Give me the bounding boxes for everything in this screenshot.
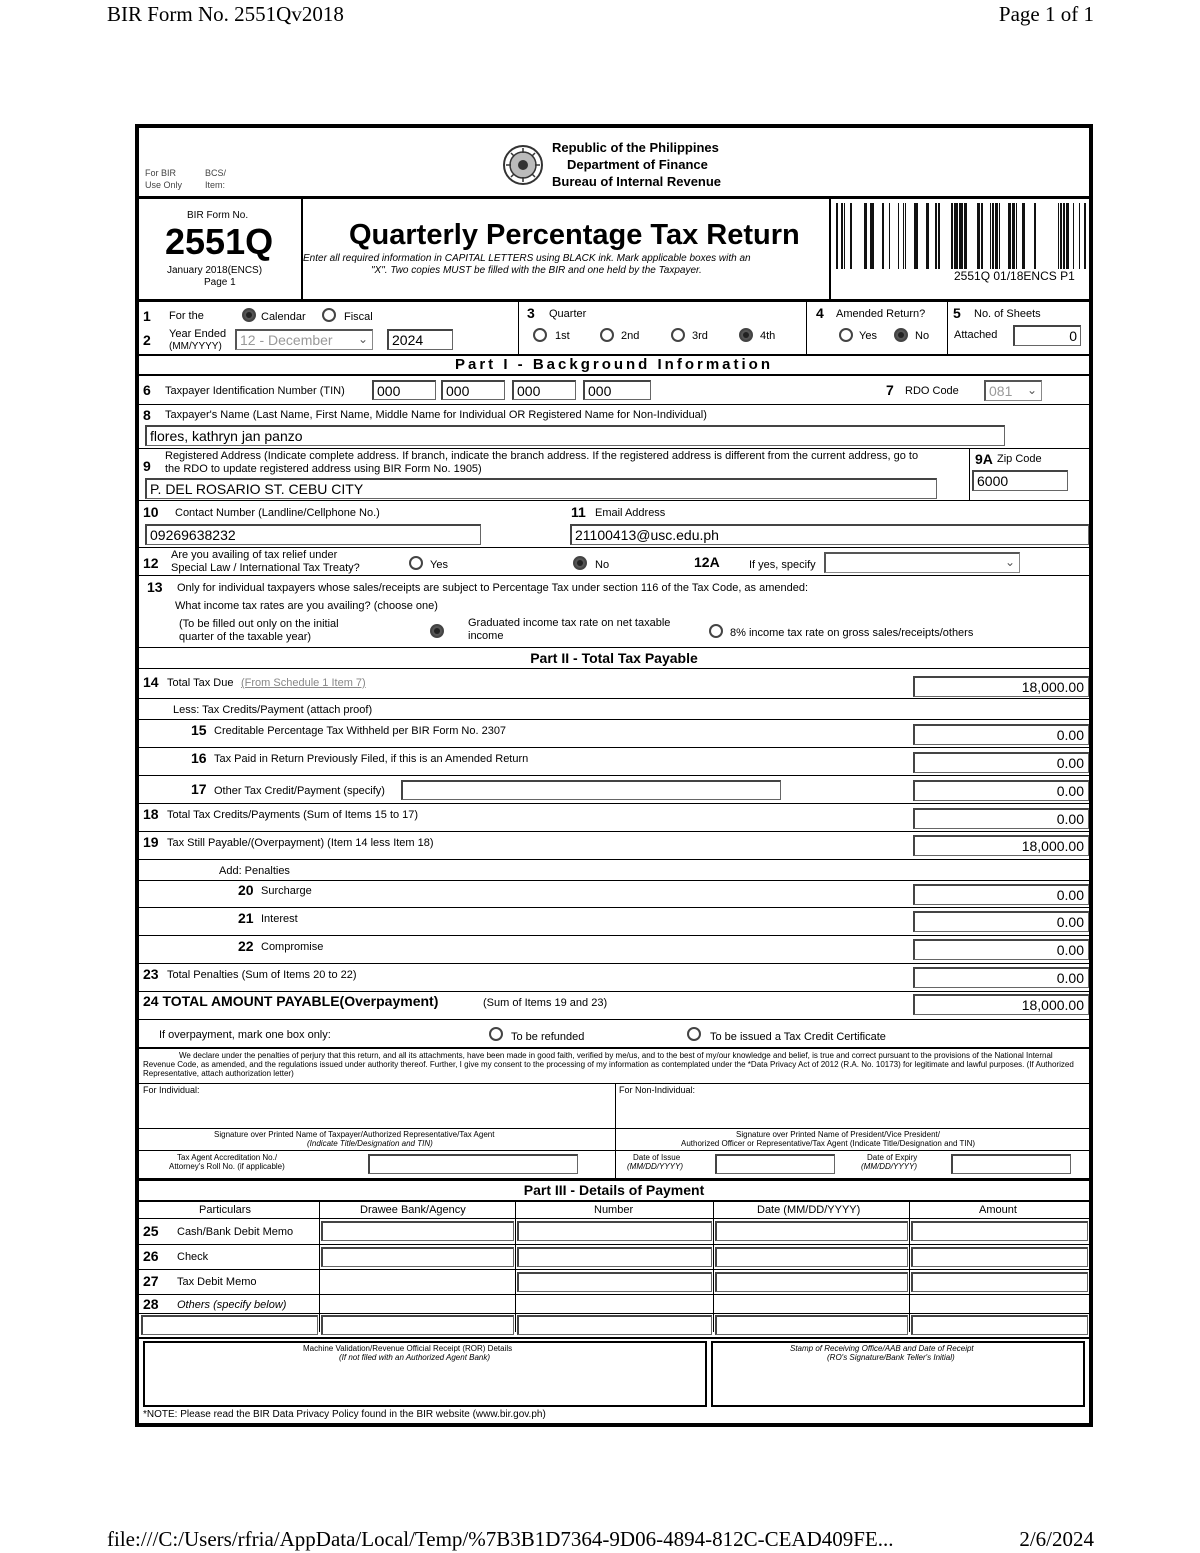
item-7-number: 7 xyxy=(886,382,894,398)
item-21-label: Interest xyxy=(261,913,298,925)
item-19-label: Tax Still Payable/(Overpayment) (Item 14 less Item 18) xyxy=(167,837,434,849)
for-bir-label: For BIR xyxy=(145,168,177,178)
item-24-sub-label: (Sum of Items 19 and 23) xyxy=(483,997,608,1009)
amended-no-radio[interactable] xyxy=(894,328,908,342)
rdo-select[interactable] xyxy=(984,380,1042,401)
tdm-date-input[interactable] xyxy=(715,1272,908,1292)
item-7-label: RDO Code xyxy=(905,385,959,397)
check-date-input[interactable] xyxy=(715,1247,908,1267)
cash-number-input[interactable] xyxy=(517,1221,712,1241)
column-amount: Amount xyxy=(979,1204,1017,1216)
total-tax-due-field[interactable]: 18,000.00 xyxy=(913,676,1089,697)
item-12a-label: If yes, specify xyxy=(749,559,816,571)
others-label: Others (specify below) xyxy=(177,1299,287,1311)
calendar-radio[interactable] xyxy=(242,308,256,322)
cash-drawee-input[interactable] xyxy=(321,1221,514,1241)
other-tax-credit-field[interactable]: 0.00 xyxy=(913,780,1089,801)
refund-radio[interactable] xyxy=(489,1027,503,1041)
check-label: Check xyxy=(177,1251,209,1263)
item-13-note: (To be filled out only on the initial xyxy=(179,618,339,630)
tdm-amount-input[interactable] xyxy=(911,1272,1088,1292)
contact-number-input[interactable]: 09269638232 xyxy=(145,524,481,545)
item-11-label: Email Address xyxy=(595,507,666,519)
use-only-label: Use Only xyxy=(145,180,183,190)
declaration-line-2: provisions of the National Internal Revenue Code, as amended, and the regulations issued under authority thereof. Further, I give my consent to the processing of my information as contemplated under the *Data Privacy Act of xyxy=(143,1051,1053,1069)
accreditation-label: Tax Agent Accreditation No./ xyxy=(177,1153,278,1162)
rdo-value: 081 xyxy=(989,383,1013,399)
item-22-number: 22 xyxy=(238,938,254,954)
month-value: 12 - December xyxy=(240,332,333,348)
signature-right-label: Signature over Printed Name of President/Vice President/ xyxy=(736,1130,940,1139)
others-amount-input[interactable] xyxy=(911,1315,1088,1335)
print-footer-left: file:///C:/Users/rfria/AppData/Local/Temp/%7B3B1D7364-9D06-4894-812C-CEAD409FE... xyxy=(107,1527,894,1551)
item-23-label: Total Penalties (Sum of Items 20 to 22) xyxy=(167,969,357,981)
item-6-label: Taxpayer Identification Number (TIN) xyxy=(165,385,345,397)
item-8-number: 8 xyxy=(143,407,151,423)
item-8-label: Taxpayer's Name (Last Name, First Name, Middle Name for Individual OR Registered Name for Non-Individual) xyxy=(165,409,707,421)
fiscal-radio[interactable] xyxy=(322,308,336,322)
machine-validation-sub-label: (If not filed with an Authorized Agent Bank) xyxy=(339,1353,491,1362)
form-title: Quarterly Percentage Tax Return xyxy=(349,219,800,251)
amended-no-label: No xyxy=(915,330,930,342)
overpayment-label: If overpayment, mark one box only: xyxy=(159,1029,331,1041)
signature-left-sub-label: (Indicate Title/Designation and TIN) xyxy=(307,1139,433,1148)
graduated-rate-radio[interactable] xyxy=(430,624,444,638)
declaration-text xyxy=(143,1051,1085,1078)
item-10-label: Contact Number (Landline/Cellphone No.) xyxy=(175,507,380,519)
column-particulars: Particulars xyxy=(199,1204,251,1216)
date-of-issue-format: (MM/DD/YYYY) xyxy=(627,1162,683,1171)
cash-date-input[interactable] xyxy=(715,1221,908,1241)
tax-relief-yes-label: Yes xyxy=(430,559,448,571)
item-25-number: 25 xyxy=(143,1223,159,1239)
date-of-issue-label: Date of Issue xyxy=(633,1153,681,1162)
date-of-issue-input[interactable] xyxy=(715,1154,835,1174)
item-18-label: Total Tax Credits/Payments (Sum of Items 15 to 17) xyxy=(167,809,419,821)
less-credits-label: Less: Tax Credits/Payment (attach proof) xyxy=(173,704,373,716)
item-10-number: 10 xyxy=(143,504,159,520)
item-20-number: 20 xyxy=(238,882,254,898)
item-23-number: 23 xyxy=(143,966,159,982)
tax-relief-specify-select[interactable] xyxy=(824,552,1020,573)
receiving-stamp-sub-label: (RO's Signature/Bank Teller's Initial) xyxy=(827,1353,955,1362)
quarter-1st-radio[interactable] xyxy=(533,328,547,342)
item-9-number: 9 xyxy=(143,458,151,474)
interest-field[interactable]: 0.00 xyxy=(913,911,1089,932)
check-amount-input[interactable] xyxy=(911,1247,1088,1267)
amended-yes-label: Yes xyxy=(859,330,877,342)
others-date-input[interactable] xyxy=(715,1315,908,1335)
barcode xyxy=(836,203,1086,269)
date-of-expiry-format: (MM/DD/YYYY) xyxy=(861,1162,917,1171)
item-27-number: 27 xyxy=(143,1273,159,1289)
form-page: Page 1 xyxy=(204,277,236,288)
accreditation-input[interactable] xyxy=(368,1154,578,1174)
item-28-number: 28 xyxy=(143,1296,159,1312)
tin-part-2[interactable]: 000 xyxy=(441,380,505,400)
part-1-title: Part I - Background Information xyxy=(454,356,773,373)
instructions-line-2: "X". Two copies MUST be filled with the BIR and one held by the Taxpayer. xyxy=(371,265,702,276)
signature-left-label: Signature over Printed Name of Taxpayer/Authorized Representative/Tax Agent xyxy=(214,1130,495,1139)
part-3-title: Part III - Details of Payment xyxy=(523,1182,705,1198)
print-header-right: Page 1 of 1 xyxy=(998,2,1094,26)
item-11-number: 11 xyxy=(571,504,586,520)
tax-debit-memo-label: Tax Debit Memo xyxy=(177,1276,257,1288)
tax-relief-no-radio[interactable] xyxy=(573,556,587,570)
item-5-label: No. of Sheets xyxy=(974,308,1041,320)
form-edition: January 2018(ENCS) xyxy=(167,265,263,276)
zip-code-input[interactable]: 6000 xyxy=(972,470,1068,491)
item-14-number: 14 xyxy=(143,674,159,690)
bcs-label: BCS/ xyxy=(205,168,227,178)
agency-line-2: Department of Finance xyxy=(567,157,708,172)
item-15-label: Creditable Percentage Tax Withheld per BIR Form No. 2307 xyxy=(214,725,507,737)
refund-label: To be refunded xyxy=(511,1031,585,1043)
print-header-left: BIR Form No. 2551Qv2018 xyxy=(107,2,344,26)
item-16-number: 16 xyxy=(191,750,207,766)
item-label: Item: xyxy=(205,180,226,190)
item-9-label-2: the RDO to update registered address using BIR Form No. 1905) xyxy=(165,463,482,475)
column-drawee-bank: Drawee Bank/Agency xyxy=(360,1204,466,1216)
agency-line-1: Republic of the Philippines xyxy=(552,140,719,155)
amended-yes-radio[interactable] xyxy=(839,328,853,342)
item-4-label: Amended Return? xyxy=(836,308,926,320)
for-individual-label: For Individual: xyxy=(143,1085,200,1095)
quarter-3rd-radio[interactable] xyxy=(671,328,685,342)
column-number: Number xyxy=(594,1204,634,1216)
chevron-down-icon: ⌄ xyxy=(1026,383,1037,397)
email-input[interactable]: 21100413@usc.edu.ph xyxy=(570,524,1089,545)
sheets-input[interactable]: 0 xyxy=(1013,325,1081,346)
bir-seal-logo xyxy=(502,144,544,186)
tax-relief-no-label: No xyxy=(595,559,610,571)
item-6-number: 6 xyxy=(143,382,151,398)
instructions-line-1: Enter all required information in CAPITAL LETTERS using BLACK ink. Mark applicable boxes with an xyxy=(303,253,751,264)
column-date: Date (MM/DD/YYYY) xyxy=(757,1204,861,1216)
declaration-line-3: 2012 (R.A. No. 10173) for legitimate and lawful purposes. (If Authorized Representative, attach authorization letter) xyxy=(143,1060,1074,1078)
item-3-number: 3 xyxy=(527,305,535,321)
barcode-caption: 2551Q 01/18ENCS P1 xyxy=(954,269,1075,283)
others-drawee-input[interactable] xyxy=(321,1315,514,1335)
print-footer-right: 2/6/2024 xyxy=(1019,1527,1094,1551)
tdm-number-input[interactable] xyxy=(517,1272,712,1292)
item-14-label: Total Tax Due xyxy=(167,677,234,689)
calendar-label: Calendar xyxy=(261,311,306,323)
item-17-label: Other Tax Credit/Payment (specify) xyxy=(214,785,385,797)
other-credit-specify-input[interactable] xyxy=(401,780,781,800)
item-2-format: (MM/YYYY) xyxy=(169,341,222,352)
fiscal-label: Fiscal xyxy=(344,311,373,323)
item-1-number: 1 xyxy=(143,308,151,324)
form-number: 2551Q xyxy=(165,221,274,262)
quarter-4th-radio[interactable] xyxy=(739,328,753,342)
machine-validation-label: Machine Validation/Revenue Official Receipt (ROR) Details xyxy=(303,1344,513,1353)
item-13-label-2: What income tax rates are you availing? (choose one) xyxy=(175,600,438,612)
add-penalties-label: Add: Penalties xyxy=(219,865,290,877)
date-of-expiry-input[interactable] xyxy=(951,1154,1071,1174)
agency-line-3: Bureau of Internal Revenue xyxy=(552,174,722,189)
item-18-number: 18 xyxy=(143,806,159,822)
item-24-label: 24 TOTAL AMOUNT PAYABLE(Overpayment) xyxy=(143,993,439,1009)
month-select[interactable] xyxy=(235,329,373,350)
item-9-label: Registered Address (Indicate complete address. If branch, indicate the branch address. If the registered address is different from the current address, go to xyxy=(165,450,919,462)
registered-address-input[interactable]: P. DEL ROSARIO ST. CEBU CITY xyxy=(145,478,937,499)
item-12-number: 12 xyxy=(143,555,159,571)
item-19-number: 19 xyxy=(143,834,159,850)
part-2-title: Part II - Total Tax Payable xyxy=(530,650,698,666)
graduated-rate-label-2: income xyxy=(468,630,504,642)
taxpayer-name-input[interactable]: flores, kathryn jan panzo xyxy=(145,425,1005,446)
item-13-note-2: quarter of the taxable year) xyxy=(179,631,312,643)
bir-form-2551q xyxy=(135,124,1093,1427)
item-21-number: 21 xyxy=(238,910,254,926)
declaration-line-1: We declare under the penalties of perjury that this return, and all its attachments, have been made in good faith, verified by me/us, and to the best of my/our knowledge and belief, is true and correct pursuant to the xyxy=(179,1051,932,1060)
tax-credit-certificate-label: To be issued a Tax Credit Certificate xyxy=(710,1031,886,1043)
total-credits-field[interactable]: 0.00 xyxy=(913,808,1089,829)
cash-amount-input[interactable] xyxy=(911,1221,1088,1241)
item-12-label-2: Special Law / International Tax Treaty? xyxy=(171,562,360,574)
total-amount-payable-field[interactable]: 18,000.00 xyxy=(913,994,1089,1015)
item-2-label: Year Ended xyxy=(169,328,227,340)
item-9a-number: 9A xyxy=(975,451,993,467)
item-12-label: Are you availing of tax relief under xyxy=(171,549,338,561)
surcharge-field[interactable]: 0.00 xyxy=(913,884,1089,905)
tax-paid-previously-field[interactable]: 0.00 xyxy=(913,752,1089,773)
item-16-label: Tax Paid in Return Previously Filed, if this is an Amended Return xyxy=(214,753,529,765)
signature-right-sub-label: Authorized Officer or Representative/Tax Agent (Indicate Title/Designation and TIN) xyxy=(681,1139,976,1148)
item-3-label: Quarter xyxy=(549,308,587,320)
tin-part-3[interactable]: 000 xyxy=(512,380,576,400)
creditable-tax-withheld-field[interactable]: 0.00 xyxy=(913,724,1089,745)
receiving-stamp-label: Stamp of Receiving Office/AAB and Date of Receipt xyxy=(790,1344,974,1353)
item-1-label: For the xyxy=(169,310,204,322)
tin-part-4[interactable]: 000 xyxy=(583,380,651,400)
compromise-field[interactable]: 0.00 xyxy=(913,939,1089,960)
item-13-number: 13 xyxy=(147,579,163,595)
item-5-attached-label: Attached xyxy=(954,329,998,341)
schedule-1-link[interactable]: (From Schedule 1 Item 7) xyxy=(241,677,366,689)
item-12a-number: 12A xyxy=(694,554,720,570)
check-number-input[interactable] xyxy=(517,1247,712,1267)
tin-part-1[interactable]: 000 xyxy=(372,380,436,400)
others-number-input[interactable] xyxy=(517,1315,712,1335)
item-26-number: 26 xyxy=(143,1248,159,1264)
eight-percent-radio[interactable] xyxy=(709,624,723,638)
tax-still-payable-field[interactable]: 18,000.00 xyxy=(913,835,1089,856)
date-of-expiry-label: Date of Expiry xyxy=(867,1153,918,1162)
form-no-label: BIR Form No. xyxy=(187,210,249,221)
item-20-label: Surcharge xyxy=(261,885,312,897)
item-15-number: 15 xyxy=(191,722,207,738)
item-17-number: 17 xyxy=(191,781,207,797)
graduated-rate-label: Graduated income tax rate on net taxable xyxy=(468,617,671,629)
quarter-2nd-radio[interactable] xyxy=(600,328,614,342)
quarter-2nd-label: 2nd xyxy=(621,330,640,342)
year-input[interactable]: 2024 xyxy=(387,329,453,350)
chevron-down-icon: ⌄ xyxy=(357,332,368,346)
chevron-down-icon: ⌄ xyxy=(1004,555,1015,569)
attorney-roll-label: Attorney's Roll No. (if applicable) xyxy=(169,1162,285,1171)
quarter-3rd-label: 3rd xyxy=(692,330,708,342)
item-22-label: Compromise xyxy=(261,941,324,953)
tax-credit-certificate-radio[interactable] xyxy=(687,1027,701,1041)
item-9a-label: Zip Code xyxy=(997,453,1042,465)
check-drawee-input[interactable] xyxy=(321,1247,514,1267)
quarter-1st-label: 1st xyxy=(555,330,570,342)
others-specify-input[interactable] xyxy=(141,1315,318,1335)
cash-debit-memo-label: Cash/Bank Debit Memo xyxy=(177,1226,294,1238)
item-5-number: 5 xyxy=(953,305,961,321)
data-privacy-note: *NOTE: Please read the BIR Data Privacy Policy found in the BIR website (www.bir.gov.ph) xyxy=(143,1409,546,1420)
quarter-4th-label: 4th xyxy=(760,330,776,342)
item-4-number: 4 xyxy=(816,305,824,321)
eight-percent-label: 8% income tax rate on gross sales/receipts/others xyxy=(730,627,974,639)
item-13-label: Only for individual taxpayers whose sales/receipts are subject to Percentage Tax under section 116 of the Tax Code, as amended: xyxy=(177,582,809,594)
tax-relief-yes-radio[interactable] xyxy=(409,556,423,570)
item-2-number: 2 xyxy=(143,332,151,348)
total-penalties-field[interactable]: 0.00 xyxy=(913,967,1089,988)
for-non-individual-label: For Non-Individual: xyxy=(619,1085,696,1095)
